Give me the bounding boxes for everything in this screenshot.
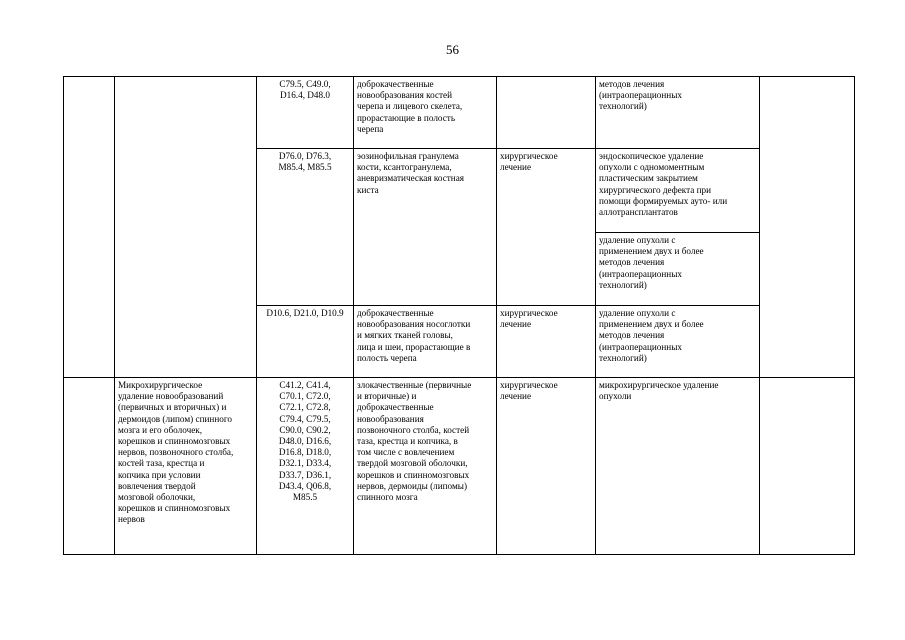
care-type-cell bbox=[115, 77, 257, 378]
cost-cell bbox=[760, 77, 855, 378]
row-number-cell bbox=[64, 378, 115, 555]
table-row bbox=[64, 378, 855, 555]
patient-model-cell: злокачественные (первичные и вторичные) и доброкачественные новообразования позвоночного столба, костей таза, крестца и копчика, в том числе с вовлечением твердой мозговой оболочки, корешков и спинномозговых нервов, дермоиды (липомы) спинного мозга bbox=[354, 378, 497, 555]
page-number: 56 bbox=[446, 42, 459, 57]
patient-model-cell: доброкачественные новообразования костей черепа и лицевого скелета, прорастающие в полость черепа bbox=[354, 77, 497, 149]
medical-care-table bbox=[63, 76, 855, 555]
care-type-cell: Микрохирургическое удаление новообразований (первичных и вторичных) и дермоидов (липом) спинного мозга и его оболочек, корешков и спинномозговых нервов, позвоночного столба, костей таза, крестца и копчика при условии вовлечения твердой мозговой оболочки, корешков и спинномозговых нервов bbox=[115, 378, 257, 555]
treatment-method-cell: эндоскопическое удаление опухоли с одномоментным пластическим закрытием хирургического дефекта при помощи формируемых ауто- или аллотрансплантатов bbox=[596, 149, 760, 233]
treatment-method-cell: удаление опухоли с применением двух и более методов лечения (интраоперационных технологий) bbox=[596, 306, 760, 378]
icd-codes-cell: C41.2, C41.4, C70.1, C72.0, C72.1, C72.8, C79.4, C79.5, C90.0, C90.2, D48.0, D16.6, D16.8, D18.0, D32.1, D33.4, D33.7, D36.1, D43.4, Q06.8, M85.5 bbox=[257, 378, 354, 555]
treatment-type-cell: хирургическое лечение bbox=[497, 378, 596, 555]
table-row bbox=[64, 77, 855, 149]
treatment-type-cell: хирургическое лечение bbox=[497, 306, 596, 378]
treatment-method-cell: методов лечения (интраоперационных технологий) bbox=[596, 77, 760, 149]
treatment-type-cell bbox=[497, 77, 596, 149]
patient-model-cell: эозинофильная гранулема кости, ксантогранулема, аневризматическая костная киста bbox=[354, 149, 497, 306]
icd-codes-cell: D10.6, D21.0, D10.9 bbox=[257, 306, 354, 378]
row-number-cell bbox=[64, 77, 115, 378]
icd-codes-cell: D76.0, D76.3, M85.4, M85.5 bbox=[257, 149, 354, 306]
icd-codes-cell: C79.5, C49.0, D16.4, D48.0 bbox=[257, 77, 354, 149]
treatment-method-cell: микрохирургическое удаление опухоли bbox=[596, 378, 760, 555]
patient-model-cell: доброкачественные новообразования носоглотки и мягких тканей головы, лица и шеи, прорастающие в полость черепа bbox=[354, 306, 497, 378]
treatment-type-cell: хирургическое лечение bbox=[497, 149, 596, 306]
cost-cell bbox=[760, 378, 855, 555]
treatment-method-cell: удаление опухоли с применением двух и более методов лечения (интраоперационных технологий) bbox=[596, 233, 760, 306]
